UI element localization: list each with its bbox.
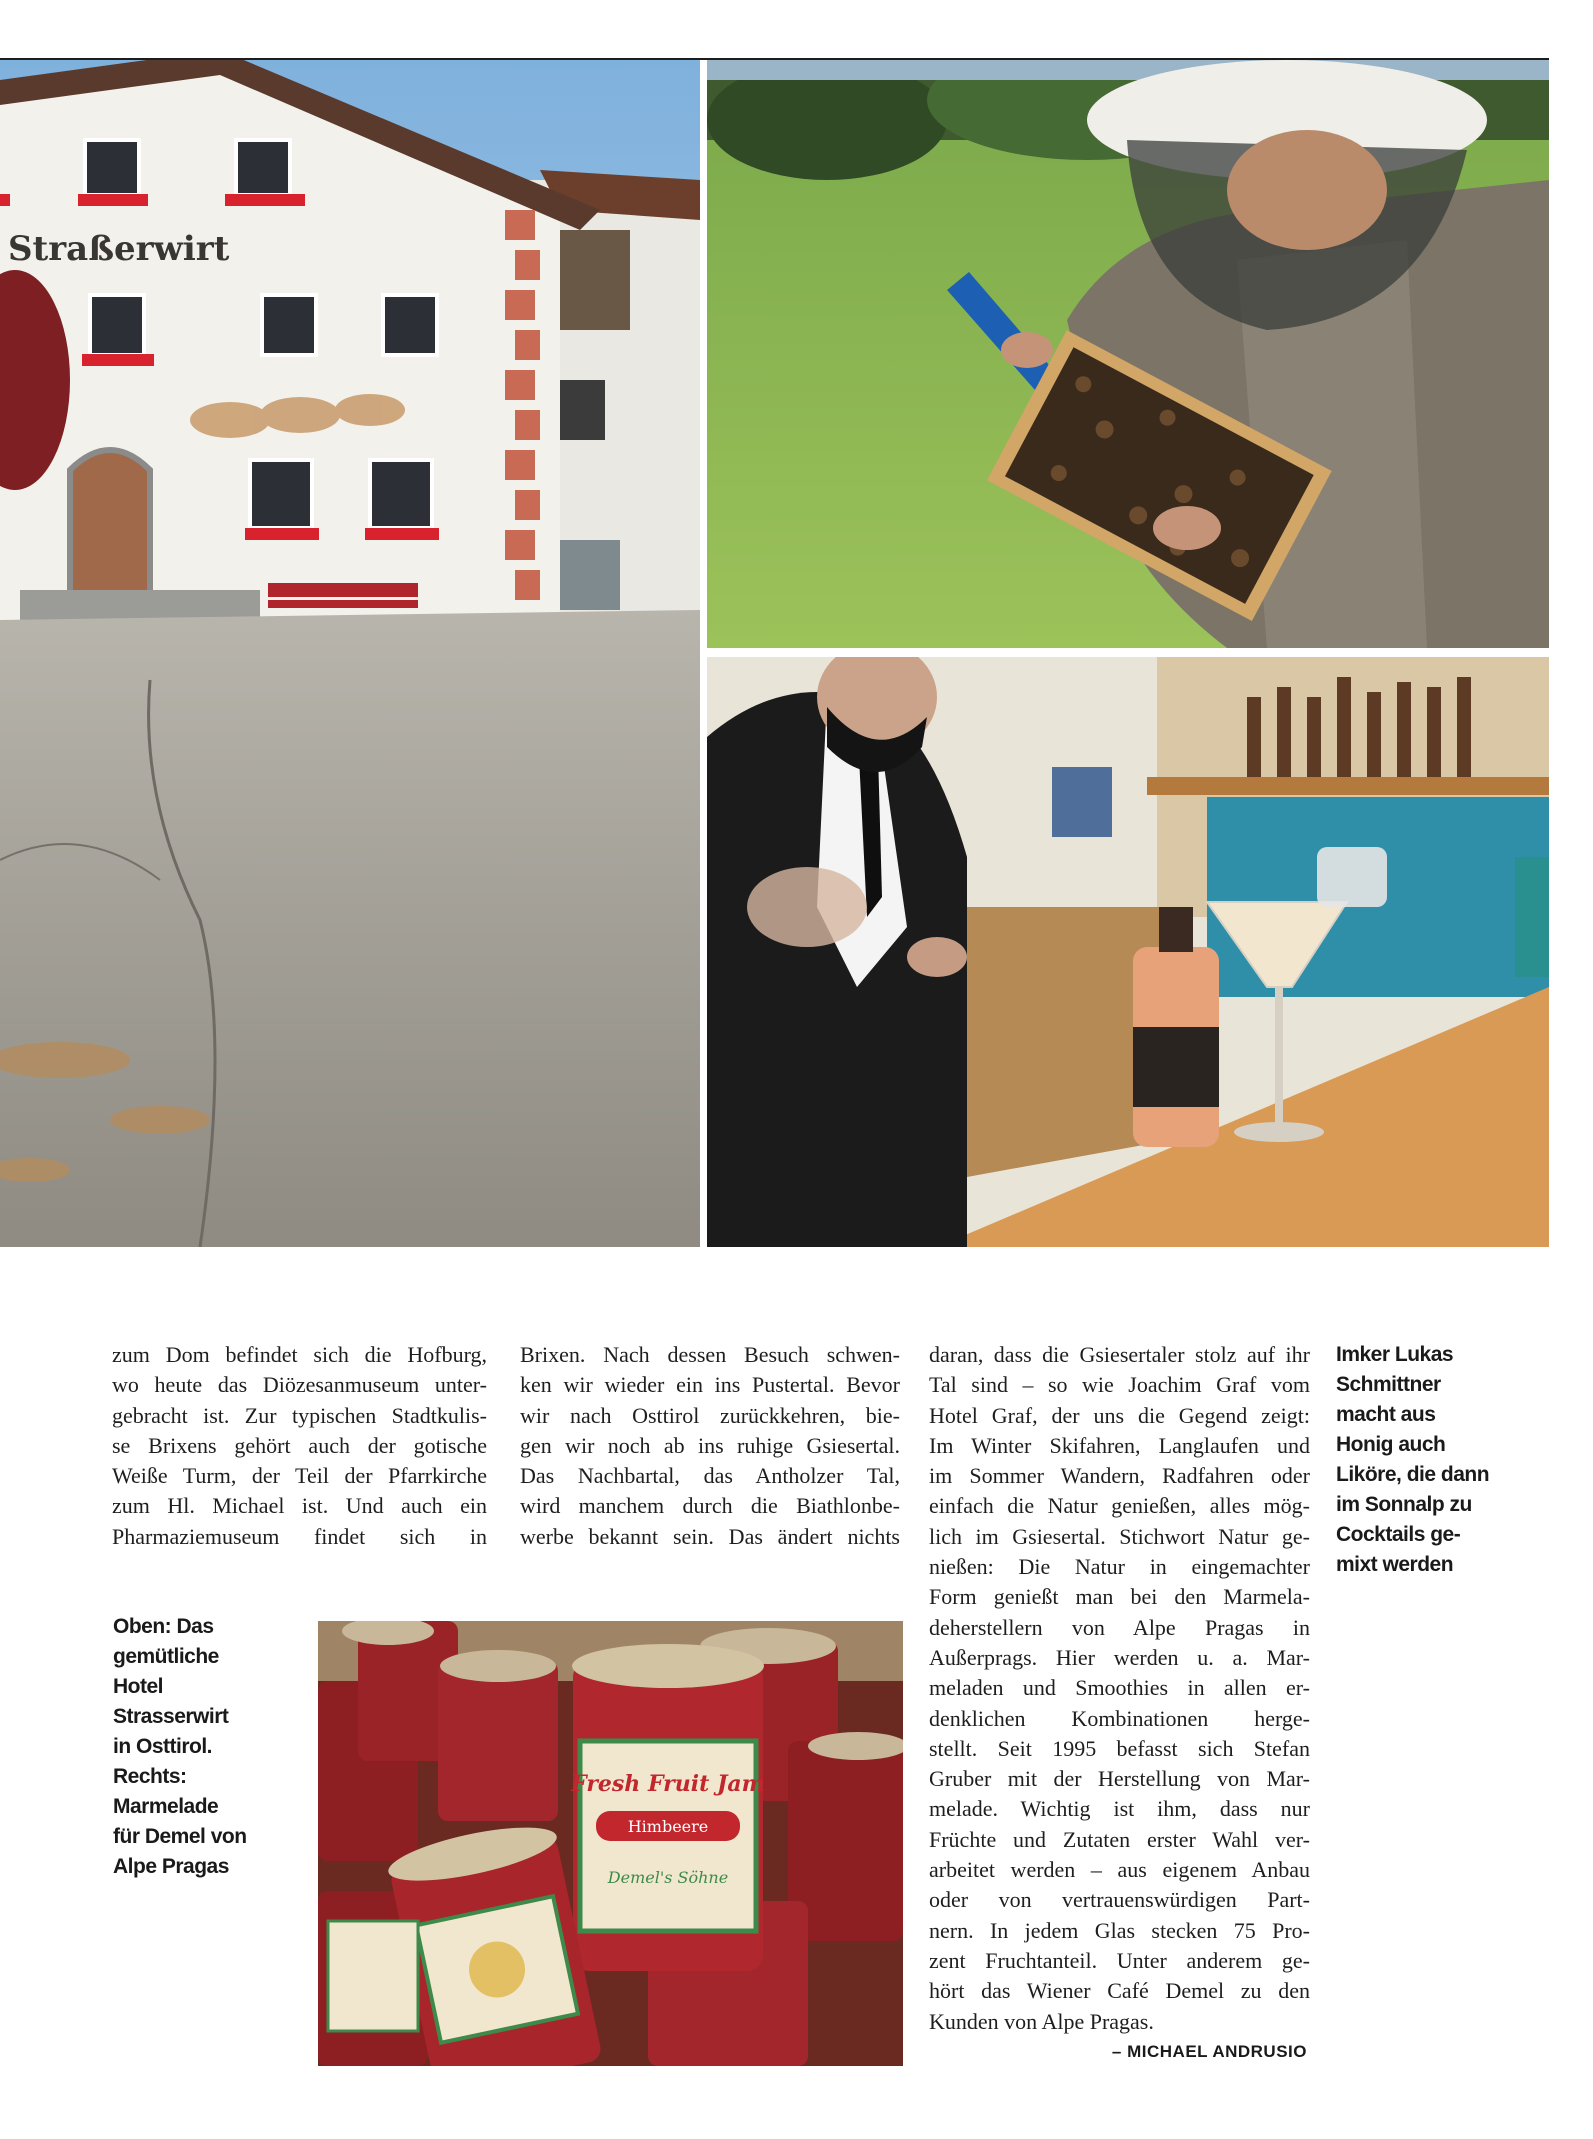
text-line: oder von vertrauenswürdigen Part- <box>929 1887 1310 1913</box>
text-line: Gruber mit der Herstellung von Mar- <box>929 1766 1310 1792</box>
text-line: se Brixens gehört auch der gotische <box>112 1432 487 1458</box>
text-line: Brixen. Nach dessen Besuch schwen- <box>520 1342 900 1367</box>
text-line: Das Nachbartal, das Antholzer Tal, <box>520 1463 900 1489</box>
jam-photo <box>318 1621 903 2066</box>
text-line: lich im Gsiesertal. Stichwort Natur ge- <box>929 1523 1310 1549</box>
caption-line: Liköre, die dann <box>1336 1463 1490 1486</box>
caption-line: Oben: Das <box>113 1615 214 1638</box>
article-column-2 <box>520 1340 900 1552</box>
text-line: gen wir noch ab ins ruhige Gsiesertal. <box>520 1432 900 1458</box>
text-line: melade. Wichtig ist ihm, dass nur <box>929 1796 1310 1822</box>
caption-line: Hotel <box>113 1675 163 1698</box>
text-line: zent Fruchtanteil. Unter anderem ge- <box>929 1947 1310 1973</box>
caption-line: macht aus <box>1336 1403 1436 1426</box>
text-line: Hotel Graf, der uns die Gegend zeigt: <box>929 1402 1310 1428</box>
article-column-3 <box>929 1340 1310 2037</box>
bar-photo <box>707 657 1549 1247</box>
caption-line: gemütliche <box>113 1645 219 1668</box>
text-line: Früchte und Zutaten erster Wahl ver- <box>929 1826 1310 1852</box>
text-line: daran, dass die Gsiesertaler stolz auf ihr <box>929 1342 1310 1367</box>
text-line: einfach die Natur genießen, alles mög- <box>929 1493 1310 1519</box>
text-line: arbeitet werden – aus eigenem Anbau <box>929 1857 1310 1883</box>
caption-line: Strasserwirt <box>113 1705 229 1728</box>
caption-line: Schmittner <box>1336 1373 1441 1396</box>
text-line: hört das Wiener Café Demel zu den <box>929 1978 1310 2004</box>
caption-line: in Osttirol. <box>113 1735 212 1758</box>
text-line: nießen: Die Natur in eingemachter <box>929 1554 1310 1580</box>
article-column-1 <box>112 1340 487 1552</box>
text-line: im Sommer Wandern, Radfahren oder <box>929 1463 1310 1489</box>
text-line: deherstellern von Alpe Pragas in <box>929 1614 1310 1640</box>
text-line: denklichen Kombinationen herge- <box>929 1705 1310 1731</box>
jam-label-flavor: Himbeere <box>627 1817 709 1836</box>
hotel-jam-caption <box>113 1612 303 1882</box>
text-line: wird manchem durch die Biathlonbe- <box>520 1493 900 1519</box>
text-line: Tal sind – so wie Joachim Graf vom <box>929 1372 1310 1398</box>
text-line: nern. In jedem Glas stecken 75 Pro- <box>929 1917 1310 1943</box>
text-line: Kunden von Alpe Pragas. <box>929 2008 1154 2034</box>
author-credit: – MICHAEL ANDRUSIO <box>1111 2042 1307 2061</box>
text-line: zum Dom befindet sich die Hofburg, <box>112 1342 487 1367</box>
text-line: Außerprags. Hier werden u. a. Mar- <box>929 1644 1310 1670</box>
caption-line: Marmelade <box>113 1795 219 1818</box>
caption-line: Imker Lukas <box>1336 1343 1454 1366</box>
beekeeper-photo <box>707 60 1549 648</box>
caption-line: für Demel von <box>113 1825 247 1848</box>
caption-line: Honig auch <box>1336 1433 1446 1456</box>
text-line: Pharmaziemuseum findet sich in <box>112 1523 487 1549</box>
caption-line: Alpe Pragas <box>113 1855 229 1878</box>
text-line: stellt. Seit 1995 befasst sich Stefan <box>929 1735 1310 1761</box>
text-line: Im Winter Skifahren, Langlaufen und <box>929 1432 1310 1458</box>
jam-label-script: Fresh Fruit Jam <box>571 1771 765 1797</box>
text-line: Weiße Turm, der Teil der Pfarrkirche <box>112 1463 487 1489</box>
text-line: wo heute das Diözesanmuseum unter- <box>112 1372 487 1398</box>
text-line: wir nach Osttirol zurückkehren, bie- <box>520 1402 900 1428</box>
text-line: zum Hl. Michael ist. Und auch ein <box>112 1493 487 1519</box>
hotel-photo <box>0 60 700 1247</box>
text-line: meladen und Smoothies in allen er- <box>929 1675 1310 1701</box>
beekeeper-caption <box>1336 1340 1536 1580</box>
text-line: gebracht ist. Zur typischen Stadtkulis- <box>112 1402 487 1428</box>
caption-line: im Sonnalp zu <box>1336 1493 1472 1516</box>
jam-label-maker: Demel's Söhne <box>607 1868 729 1887</box>
text-line: werbe bekannt sein. Das ändert nichts <box>520 1523 900 1549</box>
text-line: Form genießt man bei den Marmela- <box>929 1584 1310 1610</box>
text-line: ken wir wieder ein ins Pustertal. Bevor <box>520 1372 900 1398</box>
caption-line: Rechts: <box>113 1765 187 1788</box>
caption-line: Cocktails ge- <box>1336 1523 1461 1546</box>
hotel-sign: Straßerwirt <box>8 229 230 269</box>
caption-line: mixt werden <box>1336 1553 1454 1576</box>
